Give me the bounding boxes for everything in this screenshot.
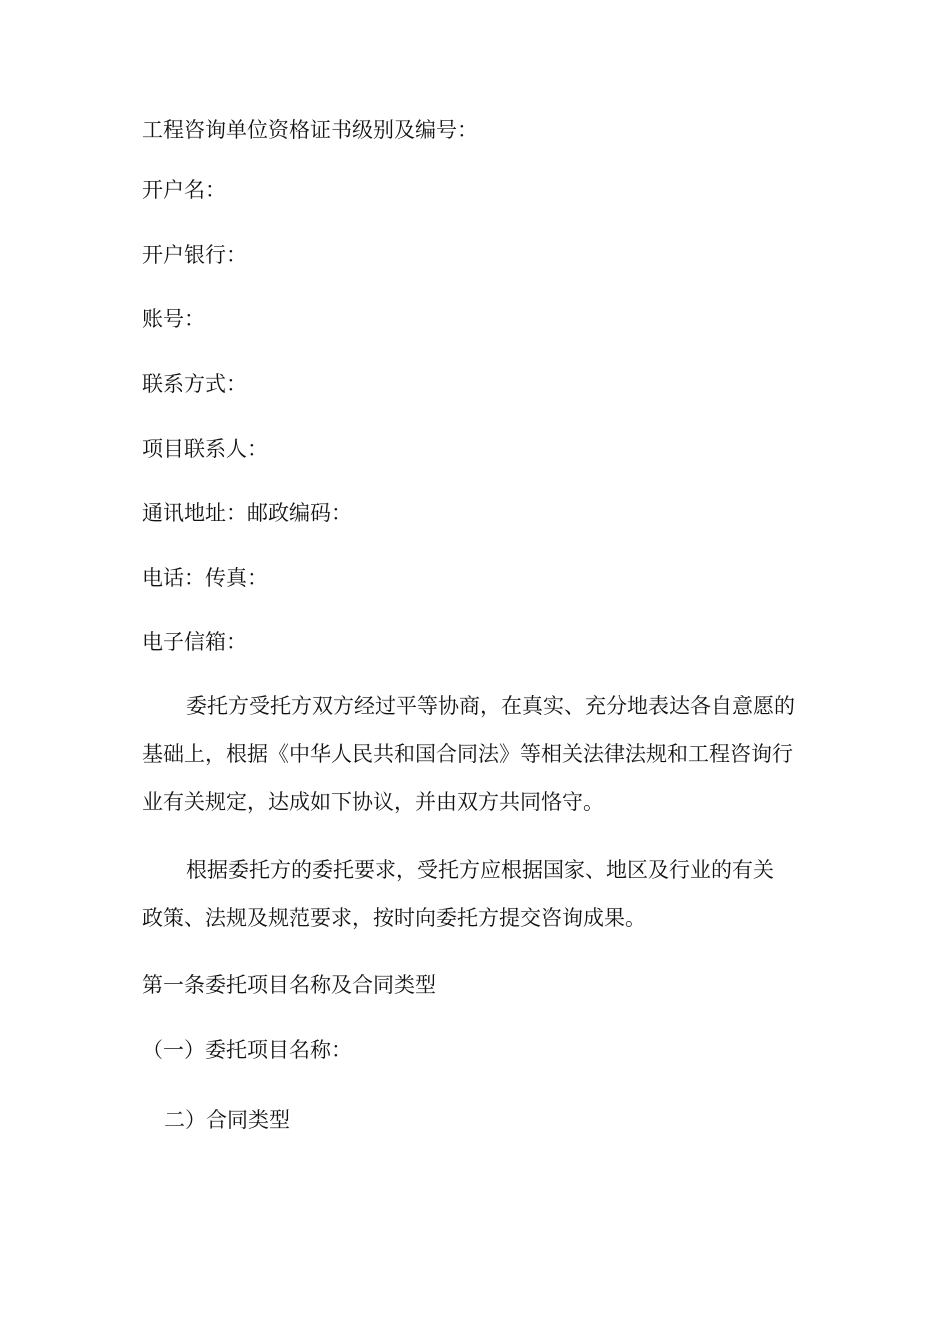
agreement-line-3: 业有关规定，达成如下协议，并由双方共同恪守。 — [142, 790, 604, 814]
cert-level-field: 工程咨询单位资格证书级别及编号： — [142, 118, 478, 142]
project-contact-field: 项目联系人： — [142, 437, 268, 461]
agreement-line-2: 基础上，根据《中华人民共和国合同法》等相关法律法规和工程咨询行 — [142, 742, 793, 766]
bank-field: 开户银行： — [142, 243, 247, 267]
contact-method-field: 联系方式： — [142, 372, 247, 396]
requirements-line-1: 根据委托方的委托要求，受托方应根据国家、地区及行业的有关 — [186, 858, 774, 882]
item-2-contract-type: 二）合同类型 — [164, 1108, 290, 1132]
item-1-project-name: （一）委托项目名称： — [142, 1038, 352, 1062]
requirements-paragraph — [142, 846, 836, 942]
address-postcode-field: 通讯地址：邮政编码： — [142, 501, 352, 525]
agreement-paragraph — [142, 682, 836, 826]
account-number-field: 账号： — [142, 307, 205, 331]
account-name-field: 开户名： — [142, 178, 226, 202]
requirements-line-2: 政策、法规及规范要求，按时向委托方提交咨询成果。 — [142, 906, 646, 930]
agreement-line-1: 委托方受托方双方经过平等协商，在真实、充分地表达各自意愿的 — [186, 694, 795, 718]
article-1-title: 第一条委托项目名称及合同类型 — [142, 973, 436, 997]
phone-fax-field: 电话：传真： — [142, 566, 268, 590]
email-field: 电子信箱： — [142, 630, 247, 654]
